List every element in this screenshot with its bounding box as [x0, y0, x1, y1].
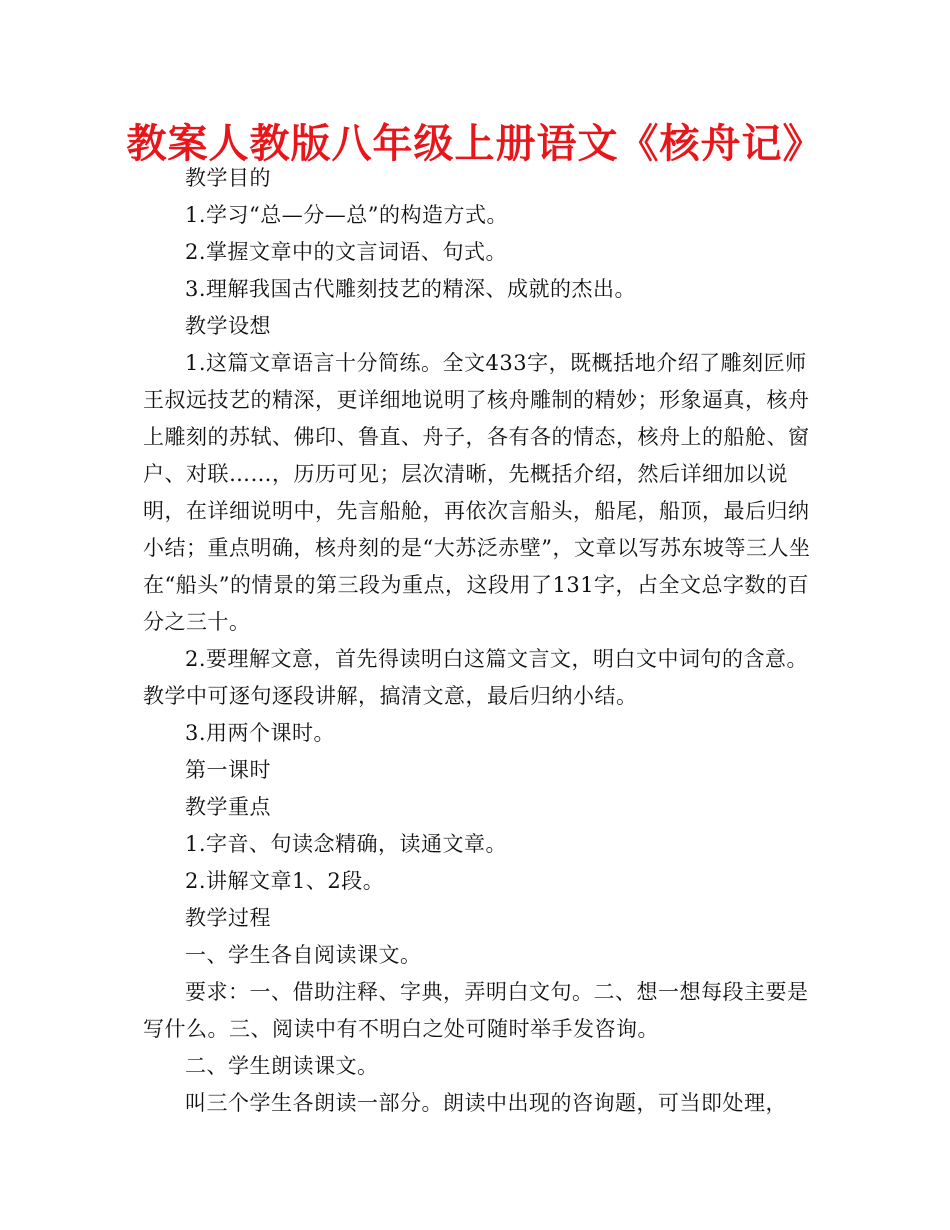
section-heading-key-points: 教学重点 [185, 795, 271, 819]
key-point-item: 2.讲解文章1、2段。 [185, 869, 385, 893]
section-heading-objectives: 教学目的 [185, 166, 271, 190]
design-paragraph: 2.要理解文意，首先得读明白这篇文言文，明白文中词句的含意。教学中可逐句逐段讲解，搞清文意，最后归纳小结。 [143, 647, 809, 708]
key-point-item: 1.字音、句读念精确，读通文章。 [185, 832, 508, 856]
design-paragraph: 1.这篇文章语言十分简练。全文433字，既概括地介绍了雕刻匠师王叔远技艺的精深，更详细地说明了核舟雕制的精妙；形象逼真，核舟上雕刻的苏轼、佛印、鲁直、舟子，各有各的情态，核舟上的船舱、窗户、对联……，历历可见；层次清晰，先概括介绍，然后详细加以说明，在详细说明中，先言船舱，再依次言船头，船尾，船顶，最后归纳小结；重点明确，核舟刻的是“大苏泛赤壁”，文章以写苏东坡等三人坐在“船头”的情景的第三段为重点，这段用了131字，占全文总字数的百分之三十。 [143, 351, 811, 634]
process-step: 一、学生各自阅读课文。 [185, 943, 422, 967]
document-title: 教案人教版八年级上册语文《核舟记》 [126, 121, 824, 167]
process-step: 二、学生朗读课文。 [185, 1054, 379, 1078]
objective-item: 2.掌握文章中的文言词语、句式。 [185, 240, 508, 264]
objective-item: 1.学习“总—分—总”的构造方式。 [185, 203, 509, 227]
design-paragraph: 3.用两个课时。 [185, 721, 336, 745]
objective-item: 3.理解我国古代雕刻技艺的精深、成就的杰出。 [185, 277, 637, 301]
section-heading-process: 教学过程 [185, 906, 271, 930]
lesson-heading: 第一课时 [185, 758, 271, 782]
document-body [143, 160, 823, 1122]
process-paragraph: 叫三个学生各朗读一部分。朗读中出现的咨询题，可当即处理， [185, 1091, 787, 1115]
process-paragraph: 要求：一、借助注释、字典，弄明白文句。二、想一想每段主要是写什么。三、阅读中有不明白之处可随时举手发咨询。 [143, 980, 809, 1041]
section-heading-design: 教学设想 [185, 314, 271, 338]
